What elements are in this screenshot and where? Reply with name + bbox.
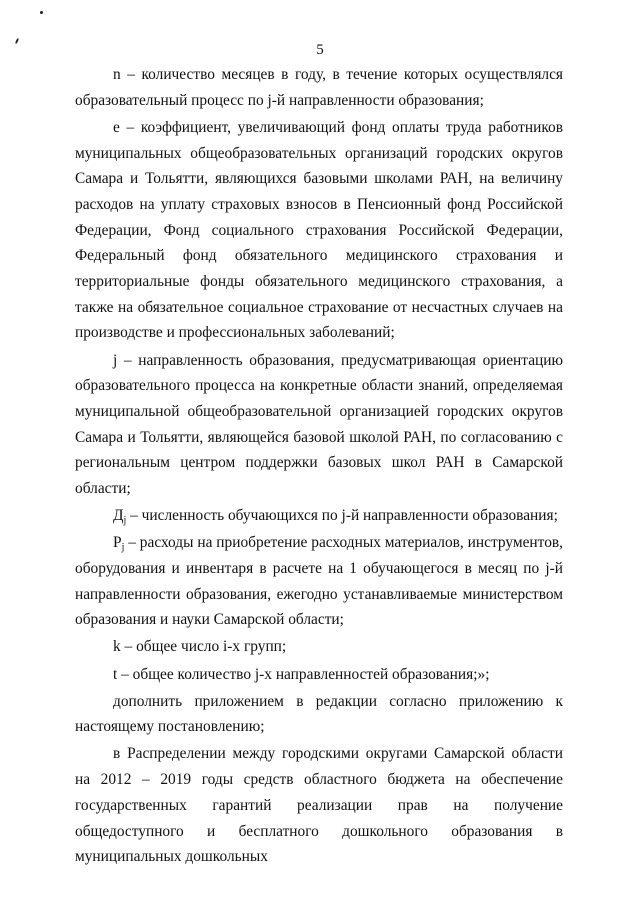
paragraph-dj-definition	[75, 503, 563, 529]
page-number: 5	[316, 42, 324, 58]
symbol-d: Д	[113, 507, 124, 525]
paragraph-appendix: дополнить приложением в редакции согласно приложению к настоящему постановлению;	[75, 692, 563, 736]
paragraph-k-definition: k – общее число i-х групп;	[113, 638, 287, 656]
pj-definition-text: – расходы на приобретение расходных материалов, инструментов, оборудования и инвентаря в расчете на 1 обучающегося в месяц по j-й направленности образования, ежегодно устанавливаемые министерством образования и науки Самарской области;	[75, 534, 563, 629]
paragraph-e-definition: е – коэффициент, увеличивающий фонд оплаты труда работников муниципальных общеобразовательных организаций городских округов Самара и Тольятти, являющихся базовыми школами РАН, на величину расходов на уплату страховых взносов в Пенсионный фонд Российской Федерации, Фонд социального страхования Российской Федерации, Федеральный фонд обязательного медицинского страхования и территориальные фонды обязательного медицинского страхования, а также на обязательное социальное страхование от несчастных случаев на производстве и профессиональных заболеваний;	[75, 118, 563, 342]
scan-artifact	[40, 11, 43, 14]
subscript-j: j	[123, 515, 127, 527]
subscript-j: j	[121, 542, 125, 554]
dj-definition-text: – численность обучающихся по j-й направленности образования;	[126, 507, 558, 525]
paragraph-pj-definition	[75, 530, 563, 633]
paragraph-distribution: в Распределении между городскими округами Самарской области на 2012 – 2019 годы средств областного бюджета на обеспечение государственных гарантий реализации прав на получение общедоступного и бесплатного дошкольного образования в муниципальных дошкольных	[75, 745, 563, 866]
paragraph-t-definition: t – общее количество j-х направленностей образования;»;	[113, 665, 490, 683]
paragraph-n-definition: n – количество месяцев в году, в течение которых осуществлялся образовательный процесс по j-й направленности образования;	[75, 66, 563, 109]
symbol-p: Р	[113, 534, 122, 552]
document-body	[75, 62, 563, 871]
paragraph-j-definition: j – направленность образования, предусматривающая ориентацию образовательного процесса на конкретные области знаний, определяемая муниципальной общеобразовательной организацией городских округов Самара и Тольятти, являющейся базовой школой РАН, по согласованию с региональным центром поддержки базовых школ РАН в Самарской области;	[75, 351, 563, 498]
